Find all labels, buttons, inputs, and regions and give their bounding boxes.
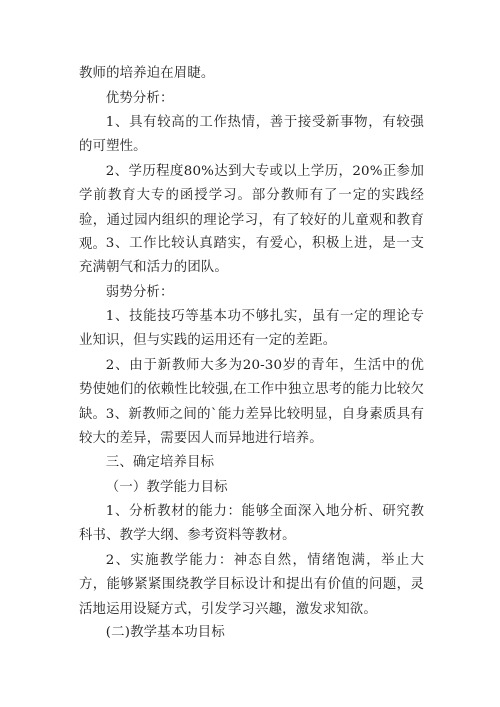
- strength-item-1: 1、具有较高的工作热情，善于接受新事物，有较强的可塑性。: [79, 115, 424, 155]
- strength-item-2: 2、学历程度80%达到大专或以上学历，20%正参加学前教育大专的函授学习。部分教师有了一定的实践经验，通过园内组织的理论学习，有了较好的儿童观和教育观。: [79, 164, 424, 252]
- strength-item-3: 3、工作比较认真踏实，有爱心，积极上进，是一支充满朝气和活力的团队。: [79, 236, 424, 276]
- goal-item-2: 2、实施教学能力：神态自然，情绪饱满，举止大方，能够紧紧围绕教学目标设计和提出有价值的问题，灵活地运用设疑方式，引发学习兴趣，激发求知欲。: [79, 553, 424, 617]
- weakness-item-2: 2、由于新教师大多为20-30岁的青年，生活中的优势使她们的依赖性比较强,在工作中独立思考的能力比较欠缺。: [79, 358, 424, 422]
- section-heading-goals: 三、确定培养目标: [105, 455, 215, 470]
- heading-weaknesses: 弱势分析：: [105, 285, 174, 300]
- subheading-teaching-ability: （一）教学能力目标: [105, 480, 228, 495]
- heading-strengths: 优势分析：: [105, 91, 174, 106]
- weakness-item-3: 3、新教师之间的`能力差异比较明显，自身素质具有较大的差异，需要因人而异地进行培养。: [79, 407, 424, 447]
- goal-item-1: 1、分析教材的能力：能够全面深入地分析、研究教科书、教学大纲、参考资料等教材。: [79, 504, 424, 544]
- paragraph-continuation: 教师的培养迫在眉睫。: [79, 66, 215, 81]
- weakness-item-1: 1、技能技巧等基本功不够扎实，虽有一定的理论专业知识，但与实践的运用还有一定的差距。: [79, 309, 424, 349]
- subheading-basic-skills: (二)教学基本功目标: [105, 625, 225, 640]
